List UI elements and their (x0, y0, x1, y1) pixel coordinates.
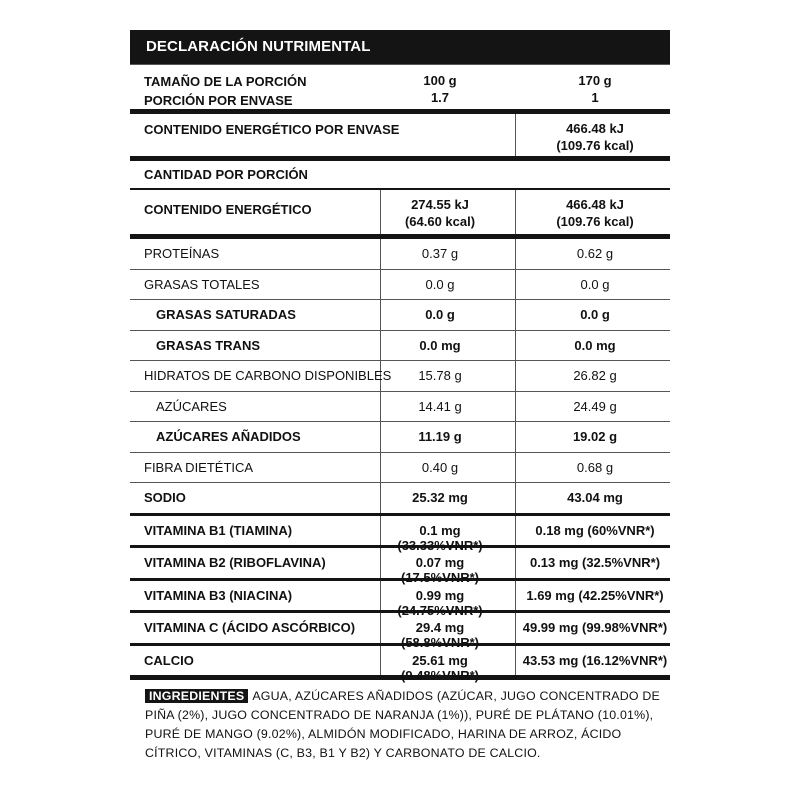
nutrient-row-fiber (130, 453, 670, 483)
nutrient-value-col2: 0.18 mg (60%VNR*) (535, 522, 655, 538)
nutrient-value-col2: 26.82 g (573, 368, 617, 383)
nutrient-row-saturated-fat (130, 300, 670, 330)
col1-servings-count: 1.7 (430, 90, 450, 105)
nutrient-row-calcium (130, 646, 670, 683)
servings-per-pack-label: PORCIÓN POR ENVASE (144, 93, 293, 108)
nutrient-label: PROTEÍNAS (144, 246, 220, 261)
nutrient-label: VITAMINA B2 (RIBOFLAVINA) (144, 555, 326, 570)
energy-col2-kj: 466.48 kJ (566, 197, 624, 212)
nutrient-value-col2: 1.69 mg (42.25%VNR*) (526, 587, 664, 603)
table-title: DECLARACIÓN NUTRIMENTAL (130, 30, 670, 64)
nutrient-value-col2: 0.0 mg (574, 337, 616, 353)
energy-per-pack-label: CONTENIDO ENERGÉTICO POR ENVASE (144, 122, 400, 137)
energy-col1-kcal: (64.60 kcal) (404, 214, 476, 229)
nutrient-value-col2: 0.0 g (580, 307, 610, 322)
nutrient-row-added-sugars (130, 422, 670, 452)
nutrient-value-col1: 0.40 g (421, 459, 459, 475)
nutrient-label: AZÚCARES AÑADIDOS (156, 429, 301, 444)
nutrient-value-col1: 0.0 mg (419, 337, 461, 353)
ingredients-label: INGREDIENTES (145, 689, 248, 703)
nutrient-value-col1: 29.4 mg (58.8%VNR*) (400, 620, 480, 650)
col2-servings-count: 1 (591, 90, 599, 105)
nutrient-row-proteins (130, 239, 670, 269)
nutrient-value-col2: 0.13 mg (32.5%VNR*) (529, 555, 661, 570)
nutrient-row-sugars (130, 392, 670, 422)
nutrient-value-col2: 49.99 mg (99.98%VNR*) (522, 620, 668, 635)
nutrient-label: VITAMINA B1 (TIAMINA) (144, 522, 293, 538)
nutrient-label: GRASAS TOTALES (144, 276, 260, 292)
nutrient-value-col1: 15.78 g (418, 368, 462, 383)
nutrient-value-col2: 0.62 g (576, 246, 614, 261)
nutrient-value-col1: 25.32 mg (412, 490, 468, 505)
nutrient-value-col1: 0.1 mg (33.33%VNR*) (397, 522, 483, 553)
nutrient-value-col1: 25.61 mg (9.48%VNR*) (400, 652, 480, 683)
nutrient-row-carbohydrates (130, 361, 670, 391)
nutrient-value-col1: 0.99 mg (24.75%VNR*) (397, 587, 483, 618)
nutrient-label: HIDRATOS DE CARBONO DISPONIBLES (144, 368, 392, 383)
nutrient-label: GRASAS SATURADAS (156, 307, 296, 322)
nutrient-label: AZÚCARES (156, 398, 227, 414)
nutrient-value-col2: 0.68 g (576, 459, 614, 475)
energy-col2-kcal: (109.76 kcal) (556, 214, 634, 229)
nutrient-row-total-fat (130, 270, 670, 300)
nutrient-label: FIBRA DIETÉTICA (144, 459, 254, 475)
nutrient-value-col2: 24.49 g (573, 398, 617, 414)
nutrient-label: GRASAS TRANS (156, 337, 261, 353)
nutrient-row-vitamin-b2 (130, 548, 670, 585)
ingredients-block (145, 687, 665, 763)
energy-per-pack-kcal: (109.76 kcal) (556, 138, 634, 153)
energy-row (130, 190, 670, 234)
col2-serving-size: 170 g (578, 73, 612, 88)
serving-size-label: TAMAÑO DE LA PORCIÓN (144, 74, 307, 89)
energy-label: CONTENIDO ENERGÉTICO (144, 202, 312, 217)
serving-row (130, 65, 670, 109)
nutrient-label: VITAMINA C (ÁCIDO ASCÓRBICO) (144, 620, 356, 635)
nutrient-value-col1: 0.37 g (421, 246, 459, 261)
nutrient-label: CALCIO (144, 652, 194, 668)
nutrition-facts-table (130, 30, 670, 683)
nutrient-label: SODIO (144, 490, 186, 505)
nutrient-value-col2: 0.0 g (580, 276, 610, 292)
nutrient-value-col2: 19.02 g (572, 429, 618, 444)
nutrient-value-col1: 0.0 g (425, 307, 455, 322)
per-portion-row (130, 161, 670, 188)
nutrient-row-trans-fat (130, 331, 670, 361)
nutrient-value-col1: 11.19 g (418, 429, 462, 444)
ingredients-text: AGUA, AZÚCARES AÑADIDOS (AZÚCAR, JUGO CONCENTRADO DE PIÑA (2%), JUGO CONCENTRADO DE NARANJA (1%)), PURÉ DE PLÁTANO (10.01%), PURÉ DE MANGO (9.02%), ALMIDÓN MODIFICADO, HARINA DE ARROZ, ÁCIDO CÍTRICO, VITAMINAS (C, B3, B1 Y B2) Y CARBONATO DE CALCIO. (145, 689, 660, 760)
energy-per-pack-kj: 466.48 kJ (566, 121, 624, 136)
energy-per-pack-row (130, 114, 670, 156)
energy-col1-kj: 274.55 kJ (411, 197, 469, 212)
nutrient-value-col1: 0.0 g (425, 276, 455, 292)
nutrient-value-col2: 43.04 mg (567, 490, 623, 505)
nutrient-label: VITAMINA B3 (NIACINA) (144, 587, 293, 603)
per-portion-label: CANTIDAD POR PORCIÓN (144, 167, 308, 182)
nutrient-value-col1: 14.41 g (418, 398, 462, 414)
nutrient-row-vitamin-b1 (130, 516, 670, 553)
nutrient-row-vitamin-b3 (130, 581, 670, 618)
nutrient-row-sodium (130, 483, 670, 513)
nutrient-value-col2: 43.53 mg (16.12%VNR*) (522, 652, 668, 668)
col1-serving-size: 100 g (423, 73, 457, 88)
nutrient-row-vitamin-c (130, 613, 670, 650)
nutrient-value-col1: 0.07 mg (17.5%VNR*) (400, 555, 480, 585)
